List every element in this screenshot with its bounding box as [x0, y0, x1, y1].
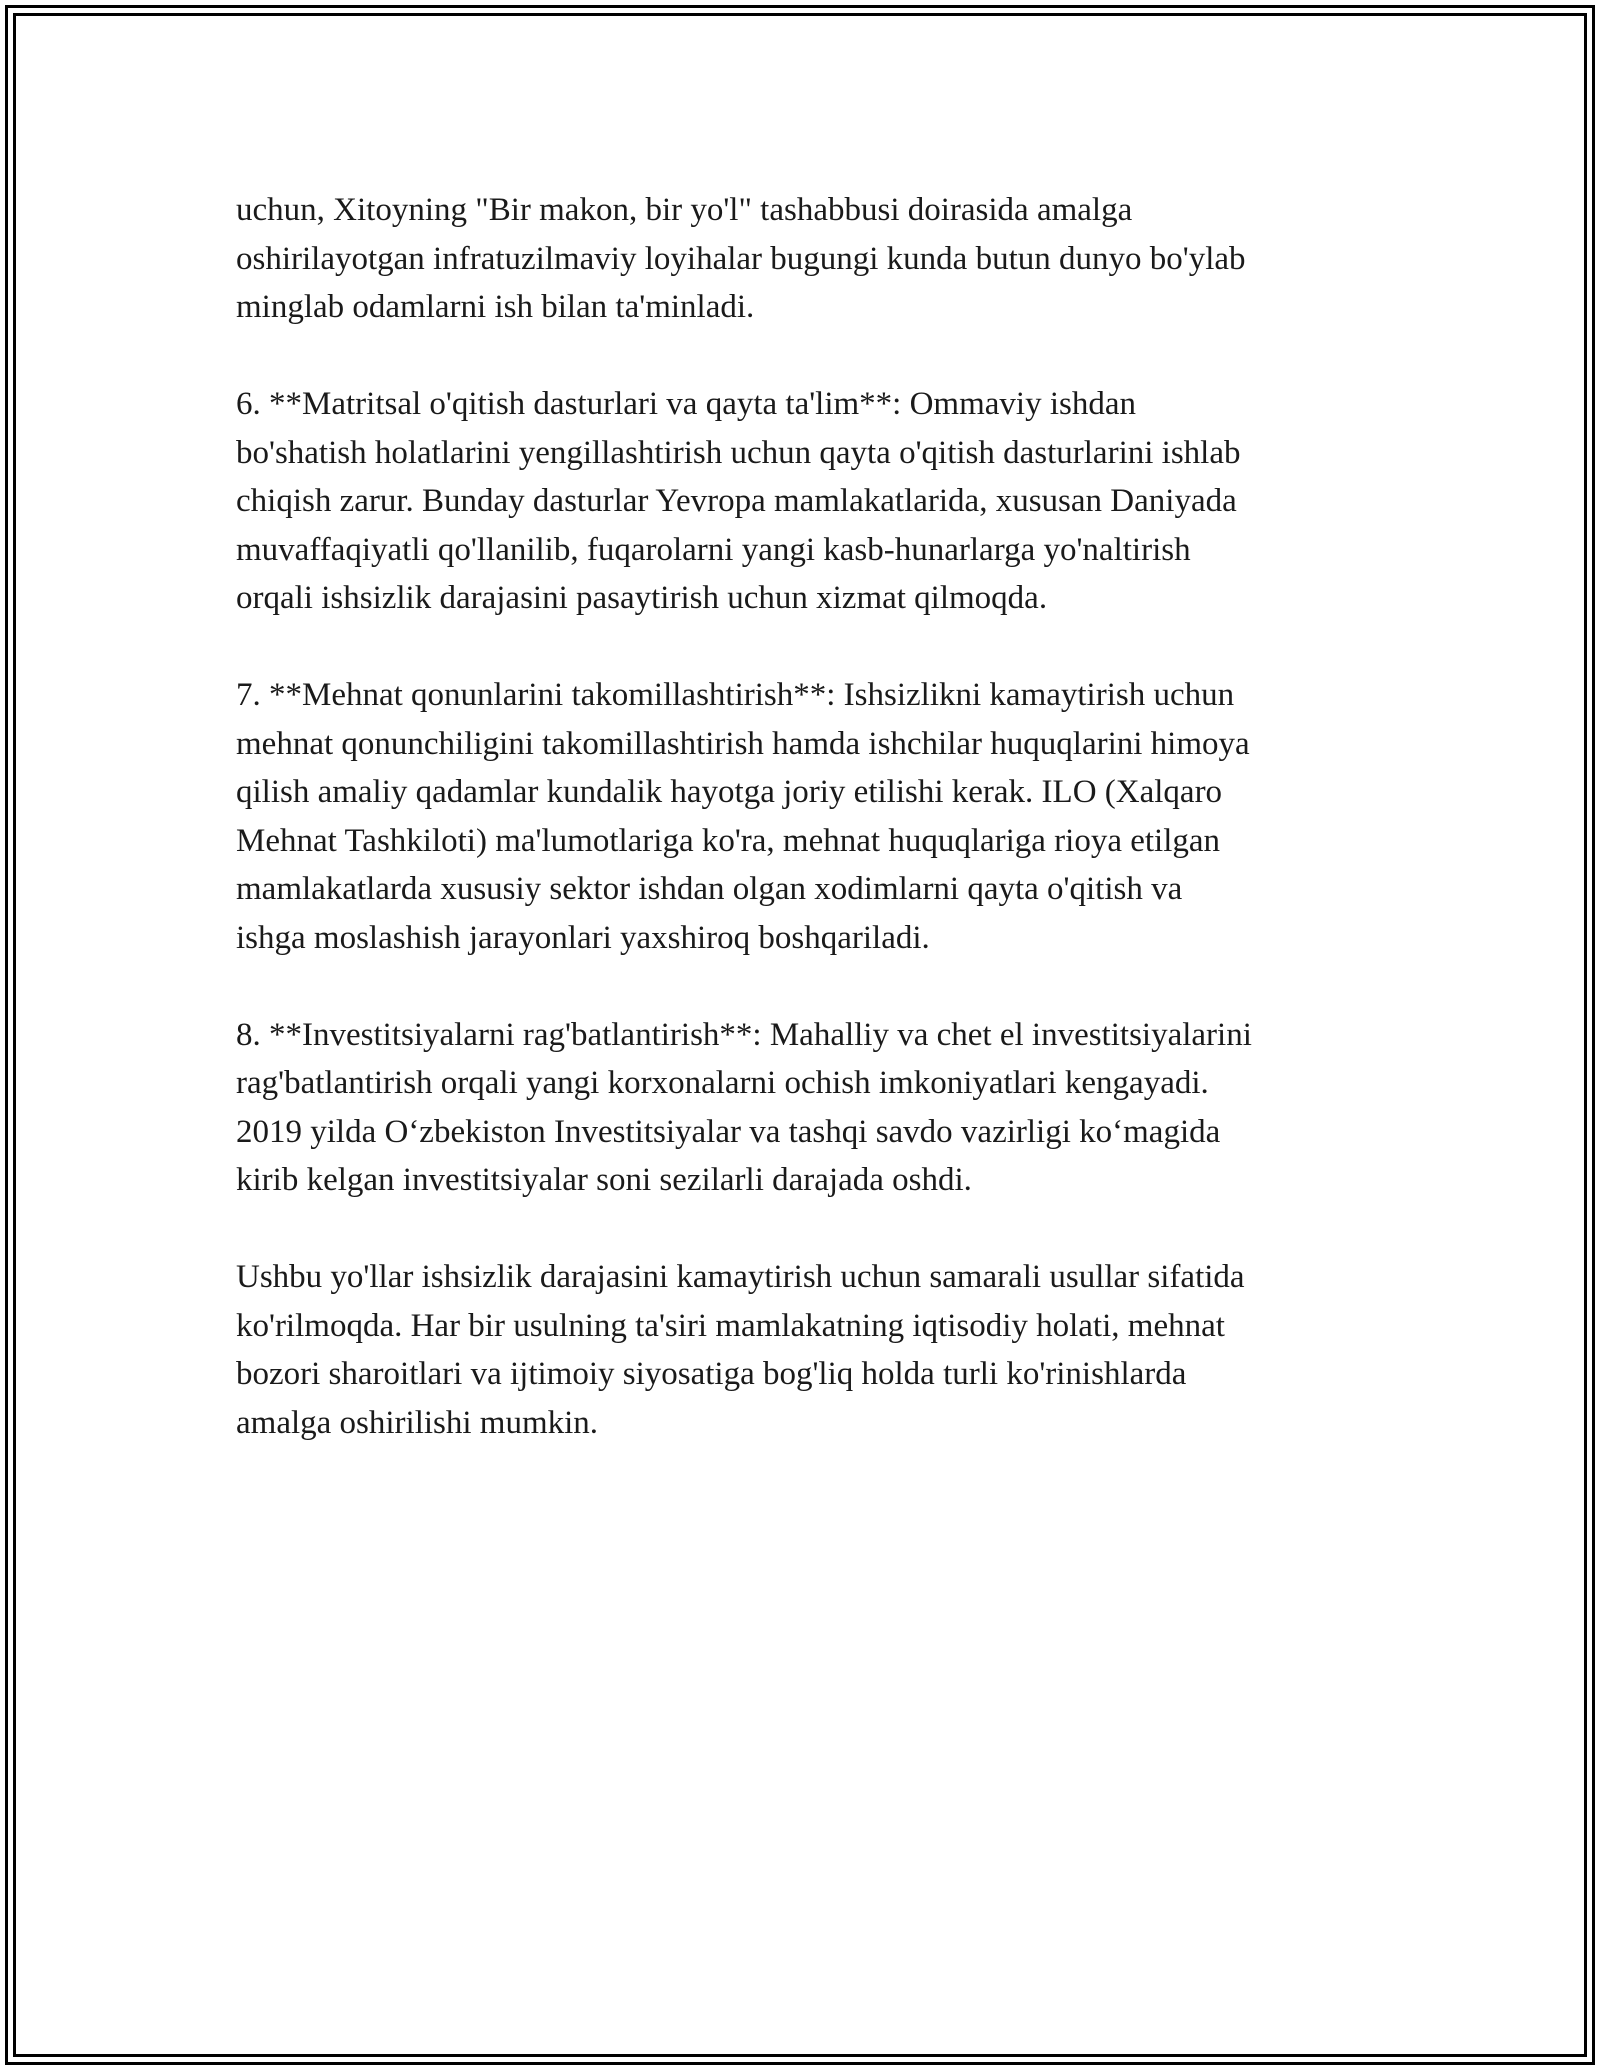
paragraph-conclusion: [236, 1253, 1376, 1447]
text-line: bo'shatish holatlarini yengillashtirish uchun qayta o'qitish dasturlarini ishlab: [236, 434, 1241, 471]
text-line: 6. **Matritsal o'qitish dasturlari va qayta ta'lim**: Ommaviy ishdan: [236, 386, 1136, 422]
text-line: uchun, Xitoyning "Bir makon, bir yo'l" tashabbusi doirasida amalga: [236, 192, 1133, 228]
text-line: muvaffaqiyatli qo'llanilib, fuqarolarni yangi kasb-hunarlarga yo'naltirish: [236, 531, 1191, 568]
text-line: 8. **Investitsiyalarni rag'batlantirish**: Mahalliy va chet el investitsiyalarini: [236, 1016, 1252, 1053]
paragraph-item-6: [236, 380, 1376, 623]
text-line: 7. **Mehnat qonunlarini takomillashtirish**: Ishsizlikni kamaytirish uchun: [236, 677, 1235, 713]
text-line: rag'batlantirish orqali yangi korxonalarni ochish imkoniyatlari kengayadi.: [236, 1065, 1209, 1101]
text-line: mehnat qonunchiligini takomillashtirish hamda ishchilar huquqlarini himoya: [236, 725, 1250, 762]
text-line: oshirilayotgan infratuzilmaviy loyihalar bugungi kunda butun dunyo bo'ylab: [236, 240, 1246, 277]
text-line: qilish amaliy qadamlar kundalik hayotga joriy etilishi kerak. ILO (Xalqaro: [236, 774, 1223, 810]
text-line: Ushbu yo'llar ishsizlik darajasini kamaytirish uchun samarali usullar sifatida: [236, 1259, 1245, 1295]
text-line: ishga moslashish jarayonlari yaxshiroq boshqariladi.: [236, 919, 930, 956]
text-line: chiqish zarur. Bunday dasturlar Yevropa mamlakatlarida, xususan Daniyada: [236, 483, 1237, 519]
paragraph-item-7: [236, 671, 1376, 962]
paragraph-intro-continuation: [236, 186, 1376, 332]
paragraph-item-8: [236, 1011, 1376, 1205]
text-line: ko'rilmoqda. Har bir usulning ta'siri mamlakatning iqtisodiy holati, mehnat: [236, 1307, 1225, 1344]
text-line: kirib kelgan investitsiyalar soni sezilarli darajada oshdi.: [236, 1162, 972, 1198]
text-line: mamlakatlarda xususiy sektor ishdan olgan xodimlarni qayta o'qitish va: [236, 871, 1183, 907]
document-body: [236, 186, 1376, 1496]
text-line: minglab odamlarni ish bilan ta'minladi.: [236, 289, 755, 325]
text-line: orqali ishsizlik darajasini pasaytirish uchun xizmat qilmoqda.: [236, 580, 1048, 616]
text-line: 2019 yilda O‘zbekiston Investitsiyalar va tashqi savdo vazirligi ko‘magida: [236, 1113, 1221, 1150]
text-line: Mehnat Tashkiloti) ma'lumotlariga ko'ra, mehnat huquqlariga rioya etilgan: [236, 822, 1221, 859]
text-line: amalga oshirilishi mumkin.: [236, 1404, 599, 1441]
text-line: bozori sharoitlari va ijtimoiy siyosatiga bog'liq holda turli ko'rinishlarda: [236, 1356, 1187, 1392]
